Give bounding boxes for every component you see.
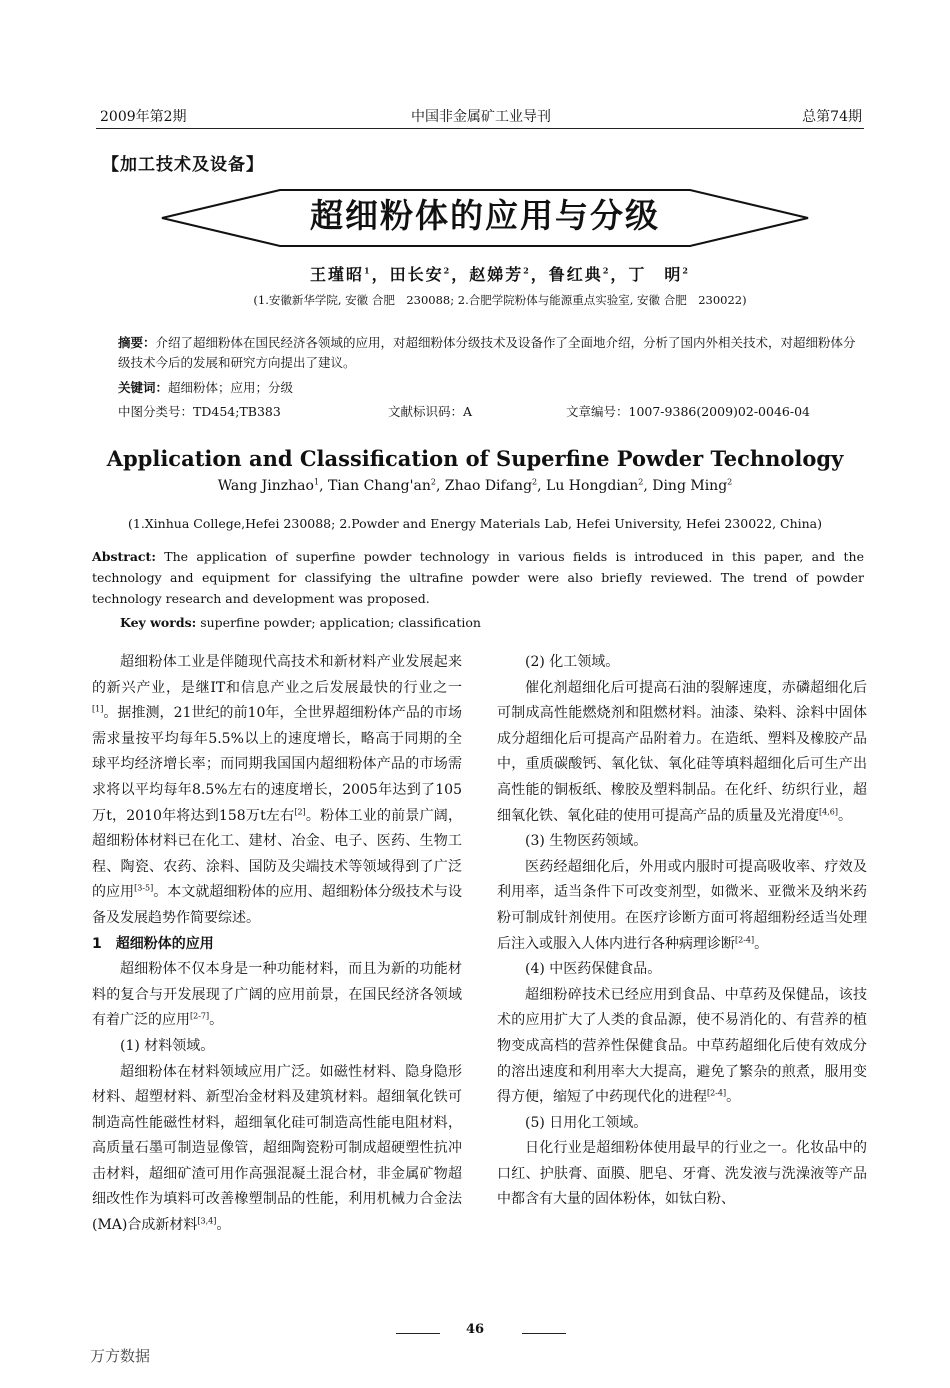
issue-label: 2009年第2期: [100, 109, 187, 125]
document-code: 文献标识码：A: [388, 404, 473, 419]
abstract-cn: 摘要：介绍了超细粉体在国民经济各领域的应用，对超细粉体分级技术及设备作了全面地介绍，分析了国内外相关技术，对超细粉体分级技术今后的发展和研究方向提出了建议。: [118, 335, 856, 370]
keywords-cn: 关键词：超细粉体；应用；分级: [118, 380, 294, 395]
page-number-ornament: [380, 1322, 570, 1346]
clc-number: 中图分类号：TD454;TB383: [118, 404, 281, 419]
paper-title-en: Application and Classification of Superfine Powder Technology: [106, 446, 844, 471]
abstract-en: Abstract: The application of superfine powder technology in various fields is introduced in this paper, and the technology and equipment for classifying the ultrafine powder were also briefly reviewed. The trend of powder technology research and development was proposed.: [92, 549, 864, 606]
article-number: 文章编号：1007-9386(2009)02-0046-04: [566, 404, 810, 419]
page-number-rule-left: [396, 1333, 440, 1334]
page-number-rule-right: [522, 1333, 566, 1334]
footer-watermark: 万方数据: [90, 1347, 151, 1365]
paper-title-cn: 超细粉体的应用与分级: [310, 196, 660, 235]
affiliation-cn: (1.安徽新华学院, 安徽 合肥 230088; 2.合肥学院粉体与能源重点实验室, 安徽 合肥 230022): [253, 293, 747, 307]
body-column-left: 超细粉体工业是伴随现代高技术和新材料产业发展起来的新兴产业，是继IT和信息产业之后发展最快的行业之一[1]。据推测，21世纪的前10年，全世界超细粉体产品的市场需求量按平均每年5.5%以上的速度增长，略高于同期的全球平均经济增长率；而同期我国国内超细粉体产品的市场需求将以平均每年8.5%左右的速度增长，2005年达到了105万t，2010年将达到158万t左右[2]。粉体工业的前景广阔，超细粉体材料已在化工、建材、冶金、电子、医药、生物工程、陶瓷、农药、涂料、国防及尖端技术等领域得到了广泛的应用[3-5]。本文就超细粉体的应用、超细粉体分级技术与设备及发展趋势作简要综述。 1 超细粉体的应用 超细粉体不仅本身是一种功能材料，而且为新的功能材料的复合与开发展现了广阔的应用前景，在国民经济各领域有着广泛的应用[2-7]。 (1) 材料领域。 超细粉体在材料领域应用广泛。如磁性材料、隐身隐形材料、超塑材料、新型冶金材料及建筑材料。超细氧化铁可制造高性能磁性材料，超细氧化硅可制造高性能电阻材料，高质量石墨可制造显像管，超细陶瓷粉可制成超硬塑性抗冲击材料，超细矿渣可用作高强混凝土混合材，非金属矿物超细改性作为填料可改善橡塑制品的性能，利用机械力合金法(MA)合成新材料[3,4]。: [92, 654, 463, 1234]
affiliation-en: (1.Xinhua College,Hefei 230088; 2.Powder and Energy Materials Lab, Hefei University, Hefei 230022, China): [127, 516, 823, 531]
authors-cn: 王瑾昭$^1$，田长安$^2$，赵娣芳$^2$，鲁红典$^2$，丁 明$^2$: [310, 265, 690, 284]
total-issue-label: 总第74期: [802, 109, 862, 125]
authors-en: Wang Jinzhao$^1$, Tian $Chang'an^2$, Zhao Difang$^2$, Lu Hongdian$^2$, Ding Ming$^2$: [217, 477, 733, 494]
header-rule: [96, 128, 864, 129]
journal-name: 中国非金属矿工业导刊: [411, 109, 551, 125]
page-number: 46: [465, 1322, 485, 1337]
keywords-en: Key words: superfine powder; application; classification: [120, 615, 481, 630]
body-column-right: (2) 化工领域。 催化剂超细化后可提高石油的裂解速度，赤磷超细化后可制成高性能燃烧剂和阻燃材料。油漆、染料、涂料中固体成分超细化后可提高产品附着力。在造纸、塑料及橡胶产品中，重质碳酸钙、氧化钛、氧化硅等填料超细化后可生产出高性能的铜板纸、橡胶及塑料制品。在化纤、纺织行业，超细氧化铁、氧化硅的使用可提高产品的质量及光滑度[4,6]。 (3) 生物医药领域。 医药经超细化后，外用或内服时可提高吸收率、疗效及利用率，适当条件下可改变剂型，如微米、亚微米及纳米药粉可制成针剂使用。在医疗诊断方面可将超细粉经适当处理后注入或服入人体内进行各种病理诊断[2-4]。 (4) 中医药保健食品。 超细粉碎技术已经应用到食品、中草药及保健品，该技术的应用扩大了人类的食品源，使不易消化的、有营养的植物变成高档的营养性保健食品。中草药超细化后使有效成分的溶出速度和利用率大大提高，避免了繁杂的煎煮，服用变得方便，缩短了中药现代化的进程[2-4]。 (5) 日用化工领域。 日化行业是超细粉体使用最早的行业之一。化妆品中的口红、护肤膏、面膜、肥皂、牙膏、洗发液与洗澡液等产品中都含有大量的固体粉体，如钛白粉、: [497, 654, 867, 1208]
section-tag: 【加工技术及设备】: [102, 155, 264, 175]
running-header: [100, 106, 862, 128]
